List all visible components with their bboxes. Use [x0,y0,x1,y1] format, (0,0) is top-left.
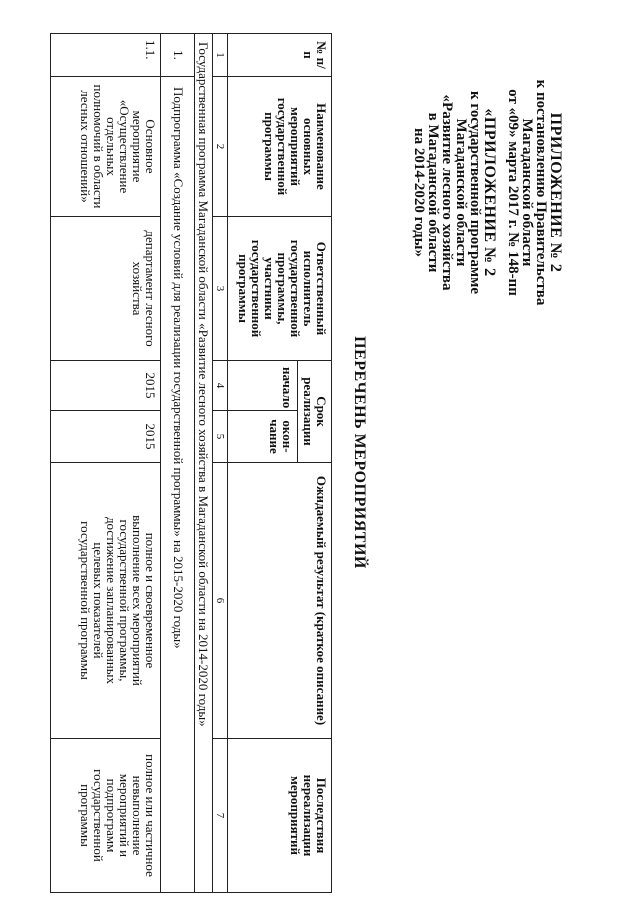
header-line: к постановлению Правительства [533,79,549,306]
header-result: Ожидаемый результат (краткое описание) [227,463,331,739]
colnum-1: 1 [212,33,227,77]
header-term: Срок реализации [297,361,331,463]
header-start: начало [227,361,297,411]
program-row [194,33,212,893]
colnum-2: 2 [212,77,227,217]
appendix-header [412,60,562,325]
header-consequences: Последствия нереализации мероприятий [227,739,331,893]
program-title: Государственная программа Магаданской области «Развитие лесного хозяйства в Магаданской области на 2014-2020 годы» [194,33,212,893]
header-executor: Ответственный исполнитель государственной программы, участники государственной программы [227,217,331,361]
colnum-5: 5 [212,411,227,463]
row-start: 2015 [50,361,160,411]
header-line: в Магаданской области [425,112,441,273]
subprogram-num: 1. [160,33,194,77]
colnum-6: 6 [212,463,227,739]
row-result: полное и своевременное выполнение всех мероприятий государственной программы, достижение запланированных целевых показателей государственной программы [50,463,160,739]
subprogram-row [160,33,194,893]
header-line: Магаданской области [453,118,469,267]
column-numbers-row [212,33,227,893]
header-line: от «09» марта 2017 г. № 148-пп [505,89,521,296]
colnum-7: 7 [212,739,227,893]
header-line: к государственной программе [467,91,483,294]
row-name: Основное мероприятие «Осуществление отдельных полномочий в области лесных отношений» [50,77,160,217]
header-line: на 2014-2020 годы» [411,128,427,257]
row-end: 2015 [50,411,160,463]
header-line: «ПРИЛОЖЕНИЕ № 2 [481,108,498,277]
table-header-row [227,33,332,893]
header-line: Магаданской области [519,118,535,267]
measures-table [50,33,332,893]
subprogram-title: Подпрограмма «Создание условий для реализации государственной программы» на 2015-2020 годы» [160,77,194,893]
table-row [50,33,160,893]
row-num: 1.1. [50,33,160,77]
header-end: окон-чание [227,411,297,463]
colnum-4: 4 [212,361,227,411]
row-executor: департамент лесного хозяйства [50,217,160,361]
header-name: Наименование основных мероприятий государственной программы [227,77,331,217]
colnum-3: 3 [212,217,227,361]
page-title: ПЕРЕЧЕНЬ МЕРОПРИЯТИЙ [351,336,368,569]
header-num: № п/п [227,33,331,77]
header-line: «Развитие лесного хозяйства [439,94,455,291]
header-line: ПРИЛОЖЕНИЕ № 2 [547,112,564,273]
row-consequences: полное или частичное невыполнение мероприятий и подпрограмм государственной программы [50,739,160,893]
